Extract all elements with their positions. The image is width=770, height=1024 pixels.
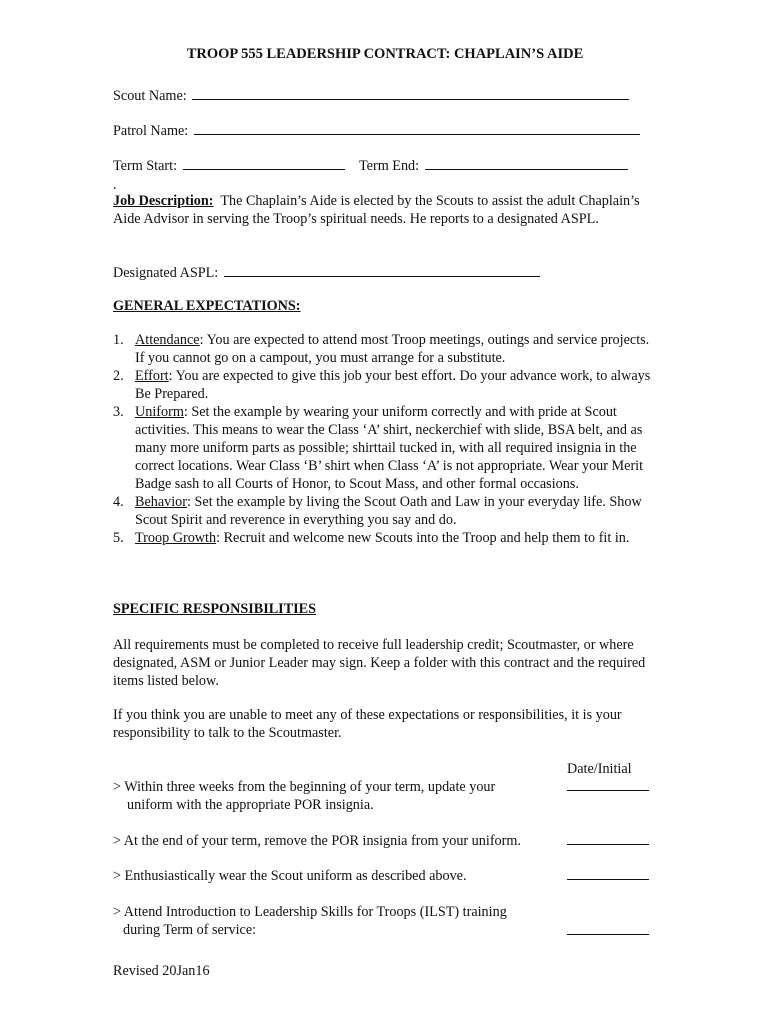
task-text-line2: during Term of service: [123, 922, 257, 938]
scout-name-label: Scout Name: [113, 88, 187, 104]
term-start-label: Term Start: [113, 158, 178, 174]
stray-dot: . [113, 177, 117, 193]
task-item [113, 903, 507, 939]
expectation-term: Effort [135, 368, 169, 384]
task-item [113, 867, 467, 885]
job-description-label: Job Description: [113, 193, 214, 209]
patrol-name-label: Patrol Name: [113, 123, 189, 139]
expectation-text: : You are expected to attend most Troop meetings, outings and service projects. If you cannot go on a campout, you must arrange for a substitute. [135, 332, 650, 366]
expectation-number: 2. [113, 368, 124, 384]
expectation-term: Attendance [135, 332, 200, 348]
date-initial-blank[interactable] [567, 867, 649, 880]
job-description-text: The Chaplain’s Aide is elected by the Scouts to assist the adult Chaplain’s Aide Advisor in serving the Troop’s spiritual needs. He reports to a designated ASPL. [113, 193, 640, 227]
scout-name-field [113, 86, 629, 105]
expectation-item [113, 529, 658, 547]
expectation-item [113, 493, 658, 529]
term-start-blank[interactable] [183, 156, 345, 170]
expectation-term: Behavior [135, 494, 188, 510]
term-end-field [359, 156, 628, 175]
document-title: TROOP 555 LEADERSHIP CONTRACT: CHAPLAIN’S AIDE [186, 46, 584, 62]
term-end-blank[interactable] [425, 156, 628, 170]
expectation-text: : You are expected to give this job your best effort. Do your advance work, to always Be Prepared. [135, 368, 651, 402]
expectation-number: 4. [113, 494, 124, 510]
term-start-field [113, 156, 345, 175]
expectation-term: Uniform [135, 404, 184, 420]
date-initial-header: Date/Initial [567, 761, 632, 777]
expectation-number: 1. [113, 332, 124, 348]
date-initial-blank[interactable] [567, 922, 649, 935]
revision-footer: Revised 20Jan16 [113, 963, 210, 979]
expectation-number: 5. [113, 530, 124, 546]
expectation-number: 3. [113, 404, 124, 420]
expectation-text: : Recruit and welcome new Scouts into the Troop and help them to fit in. [216, 530, 630, 546]
specific-responsibilities-heading: SPECIFIC RESPONSIBILITIES [113, 601, 317, 617]
expectation-term: Troop Growth [135, 530, 217, 546]
patrol-name-blank[interactable] [194, 121, 640, 135]
designated-aspl-label: Designated ASPL: [113, 265, 219, 281]
expectation-item [113, 367, 658, 403]
date-initial-blank[interactable] [567, 778, 649, 791]
task-text-line2: uniform with the appropriate POR insignia. [127, 797, 374, 813]
designated-aspl-field [113, 263, 540, 282]
scout-name-blank[interactable] [192, 86, 629, 100]
term-end-label: Term End: [359, 158, 420, 174]
expectation-item [113, 331, 658, 367]
designated-aspl-blank[interactable] [224, 263, 540, 277]
expectation-text: : Set the example by living the Scout Oath and Law in your everyday life. Show Scout Spirit and reverence in everything you say and do. [135, 494, 642, 528]
job-description [113, 192, 658, 228]
task-item [113, 832, 521, 850]
task-item [113, 778, 495, 814]
expectation-text: : Set the example by wearing your uniform correctly and with pride at Scout activities. This means to wear the Class ‘A’ shirt, neckerchief with slide, BSA belt, and as many more uniform parts as possible; shirttail tucked in, with all required insignia in the correct locations. Wear Class ‘B’ shirt when Class ‘A’ is not appropriate. Wear your Merit Badge sash to all Courts of Honor, to Scout Mass, and other formal occasions. [135, 404, 644, 492]
requirements-paragraph: All requirements must be completed to receive full leadership credit; Scoutmaster, or where designated, ASM or Junior Leader may sign. Keep a folder with this contract and the required items listed below. [113, 637, 646, 689]
date-initial-blank[interactable] [567, 832, 649, 845]
task-text-line1: > Attend Introduction to Leadership Skills for Troops (ILST) training [113, 904, 507, 920]
patrol-name-field [113, 121, 640, 140]
task-text-line1: > At the end of your term, remove the POR insignia from your uniform. [113, 833, 521, 849]
task-text-line1: > Enthusiastically wear the Scout uniform as described above. [113, 868, 467, 884]
general-expectations-list [113, 331, 658, 547]
task-text-line1: > Within three weeks from the beginning of your term, update your [113, 779, 496, 795]
inability-paragraph: If you think you are unable to meet any of these expectations or responsibilities, it is your responsibility to talk to the Scoutmaster. [113, 707, 622, 741]
expectation-item [113, 403, 658, 493]
general-expectations-heading: GENERAL EXPECTATIONS: [113, 298, 301, 314]
